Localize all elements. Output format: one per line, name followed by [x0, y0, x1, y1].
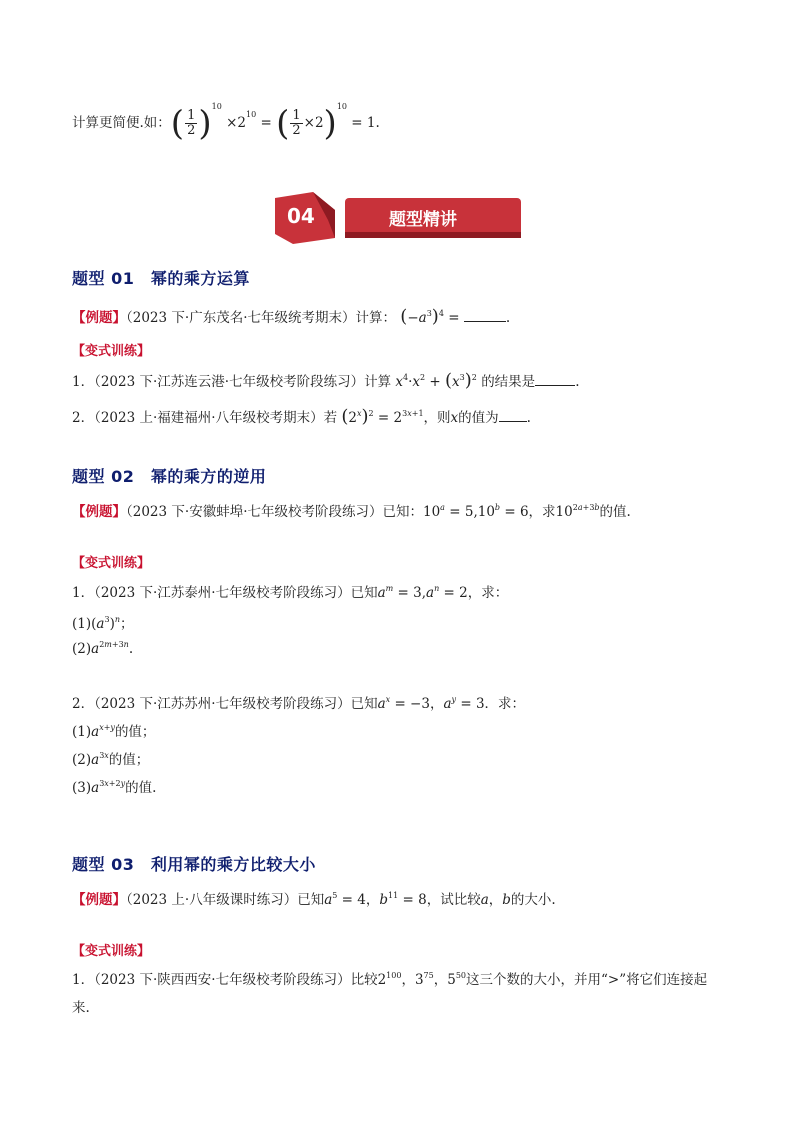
left-paren: ( — [170, 103, 185, 144]
intro-formula: 计算更简便.如：( $\frac{1}{2}$ )$^{10} \times 2^{10}$ = ( $\frac{1}{2}$ ×2)$^{10}$ = 1. — [72, 102, 380, 144]
fraction-2: $\frac{1}{2}$ — [292, 108, 301, 138]
section-banner — [273, 190, 523, 246]
banner-number: 04 — [287, 204, 315, 228]
times-text: ×2 — [226, 115, 246, 131]
section-01-example: 【例题】（2023 下·广东茂名·七年级统考期末）计算： $(-a^3)^4$ = . — [72, 306, 511, 327]
section-03-q1: 1．（2023 下·陕西西安·七年级校考阶段练习）比较$2^{100}$，$3^{75}$，$5^{50}$这三个数的大小，并用“>”将它们连接起 — [72, 971, 708, 988]
intro-result: = 1. — [351, 115, 380, 131]
section-01-title: 题型 01 幂的乘方运算 — [72, 269, 250, 288]
section-02-q2-part2: $(2)a^{3x}$的值； — [72, 751, 150, 768]
section-02-example: 【例题】（2023 下·安徽蚌埠·七年级校考阶段练习）已知：10$^a$ = 5,10$^b$ = 6，求$10^{2a+3b}$的值. — [72, 503, 631, 520]
fraction: $\frac{1}{2}$ — [187, 108, 196, 138]
exponent: 10 — [211, 102, 222, 111]
section-02-drill-tag: 【变式训练】 — [72, 556, 151, 571]
intro-text: 计算更简便.如： — [72, 115, 171, 131]
section-03-q1-line2: 来. — [72, 1000, 90, 1016]
section-02-q1: 1．（2023 下·江苏泰州·七年级校考阶段练习）已知$a^m = 3,a^n = 2$，求： — [72, 584, 509, 601]
banner-title: 题型精讲 — [389, 210, 457, 230]
section-02-q1-part1: $(1)(a^3)^n$； — [72, 615, 134, 632]
section-02-q2-part1: $(1)a^{x+y}$的值； — [72, 723, 156, 740]
right-paren: ) — [198, 103, 212, 144]
section-03-drill-tag: 【变式训练】 — [72, 944, 151, 959]
section-02-q2-part3: $(3)a^{3x+2y}$的值. — [72, 779, 157, 796]
section-03-title: 题型 03 利用幂的乘方比较大小 — [72, 855, 316, 874]
section-02-title: 题型 02 幂的乘方的逆用 — [72, 467, 267, 486]
section-01-item-2: 2．（2023 上·福建福州·八年级校考期末）若 $(2^x)^2 = 2^{3x+1}$，则x的值为 . — [72, 406, 531, 427]
section-01-drill-tag: 【变式训练】 — [72, 344, 151, 359]
section-03-example: 【例题】（2023 上·八年级课时练习）已知$a^5 = 4$，$b^{11} = 8$，试比较a，b的大小. — [72, 891, 556, 908]
section-02-q2: 2．（2023 下·江苏苏州·七年级校考阶段练习）已知$a^x = -3$，$a^y = 3$．求： — [72, 695, 526, 712]
section-02-q1-part2: $(2)a^{2m+3n}$. — [72, 640, 134, 657]
answer-blank — [464, 309, 506, 322]
section-01-item-1: 1．（2023 下·江苏连云港·七年级校考阶段练习）计算 $x^4\cdot x^2 + (x^3)^2$ 的结果是 . — [72, 370, 580, 391]
